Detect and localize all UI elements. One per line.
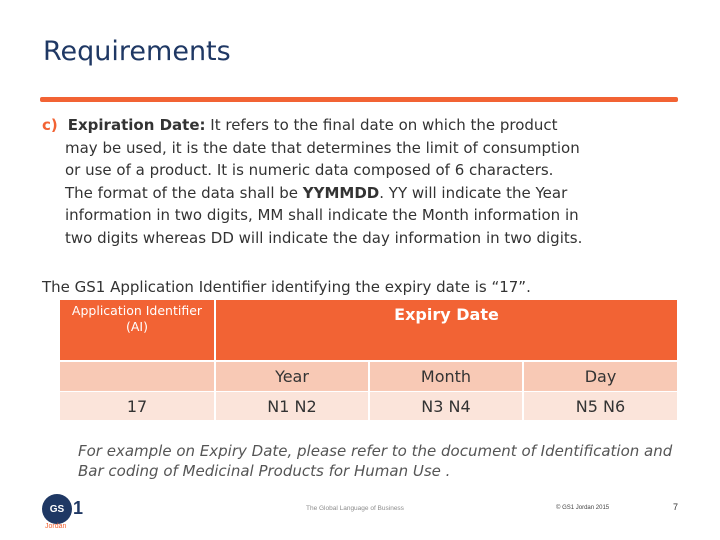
line-4-pre: The format of the data shall be: [65, 183, 303, 202]
year-value-cell: N1 N2: [216, 392, 368, 420]
logo-circle-icon: [42, 494, 72, 524]
item-label: c): [42, 116, 58, 134]
year-header-cell: Year: [216, 362, 368, 391]
paragraph-line-5: information in two digits, MM shall indicate the Month information in: [65, 206, 579, 224]
ai-empty-cell: [60, 362, 214, 391]
paragraph-line-2: may be used, it is the date that determines the limit of consumption: [65, 138, 580, 157]
month-header-cell: Month: [370, 362, 522, 391]
logo-country: Jordan: [45, 523, 67, 530]
day-header-cell: Day: [524, 362, 677, 391]
slide-title: Requirements: [43, 36, 231, 67]
day-value-cell: N5 N6: [524, 392, 677, 420]
page-number: 7: [673, 502, 679, 512]
format-code: YYMMDD: [302, 183, 380, 202]
logo-text: GS: [49, 503, 65, 515]
line-4-post: . YY will indicate the Year: [379, 183, 568, 202]
term-label: Expiration Date:: [67, 116, 206, 134]
ai-intro-text: The GS1 Application Identifier identifying the expiry date is “17”.: [42, 278, 531, 296]
expiration-date-paragraph: [42, 114, 672, 249]
paragraph-line-4: [42, 182, 672, 205]
title-divider: [40, 97, 678, 102]
expiry-header-cell: Expiry Date: [216, 300, 677, 360]
logo-one: 1: [73, 498, 84, 518]
paragraph-line-3: or use of a product. It is numeric data composed of 6 characters.: [65, 161, 554, 179]
paragraph-line-1: [42, 114, 672, 137]
line-1-text: It refers to the final date on which the product: [205, 116, 558, 134]
month-value-cell: N3 N4: [370, 392, 522, 420]
footer-tagline: The Global Language of Business: [306, 505, 404, 512]
paragraph-line-6: two digits whereas DD will indicate the day information in two digits.: [65, 228, 583, 247]
footer-copyright: © GS1 Jordan 2015: [556, 505, 610, 511]
ai-value-cell: 17: [60, 392, 214, 420]
gs1-logo: [42, 494, 102, 534]
expiry-date-table: [60, 300, 677, 420]
ai-header-cell: Application Identifier (AI): [60, 300, 214, 360]
example-note: For example on Expiry Date, please refer to the document of Identification and Bar coding of Medicinal Products for Human Use .: [78, 442, 673, 480]
